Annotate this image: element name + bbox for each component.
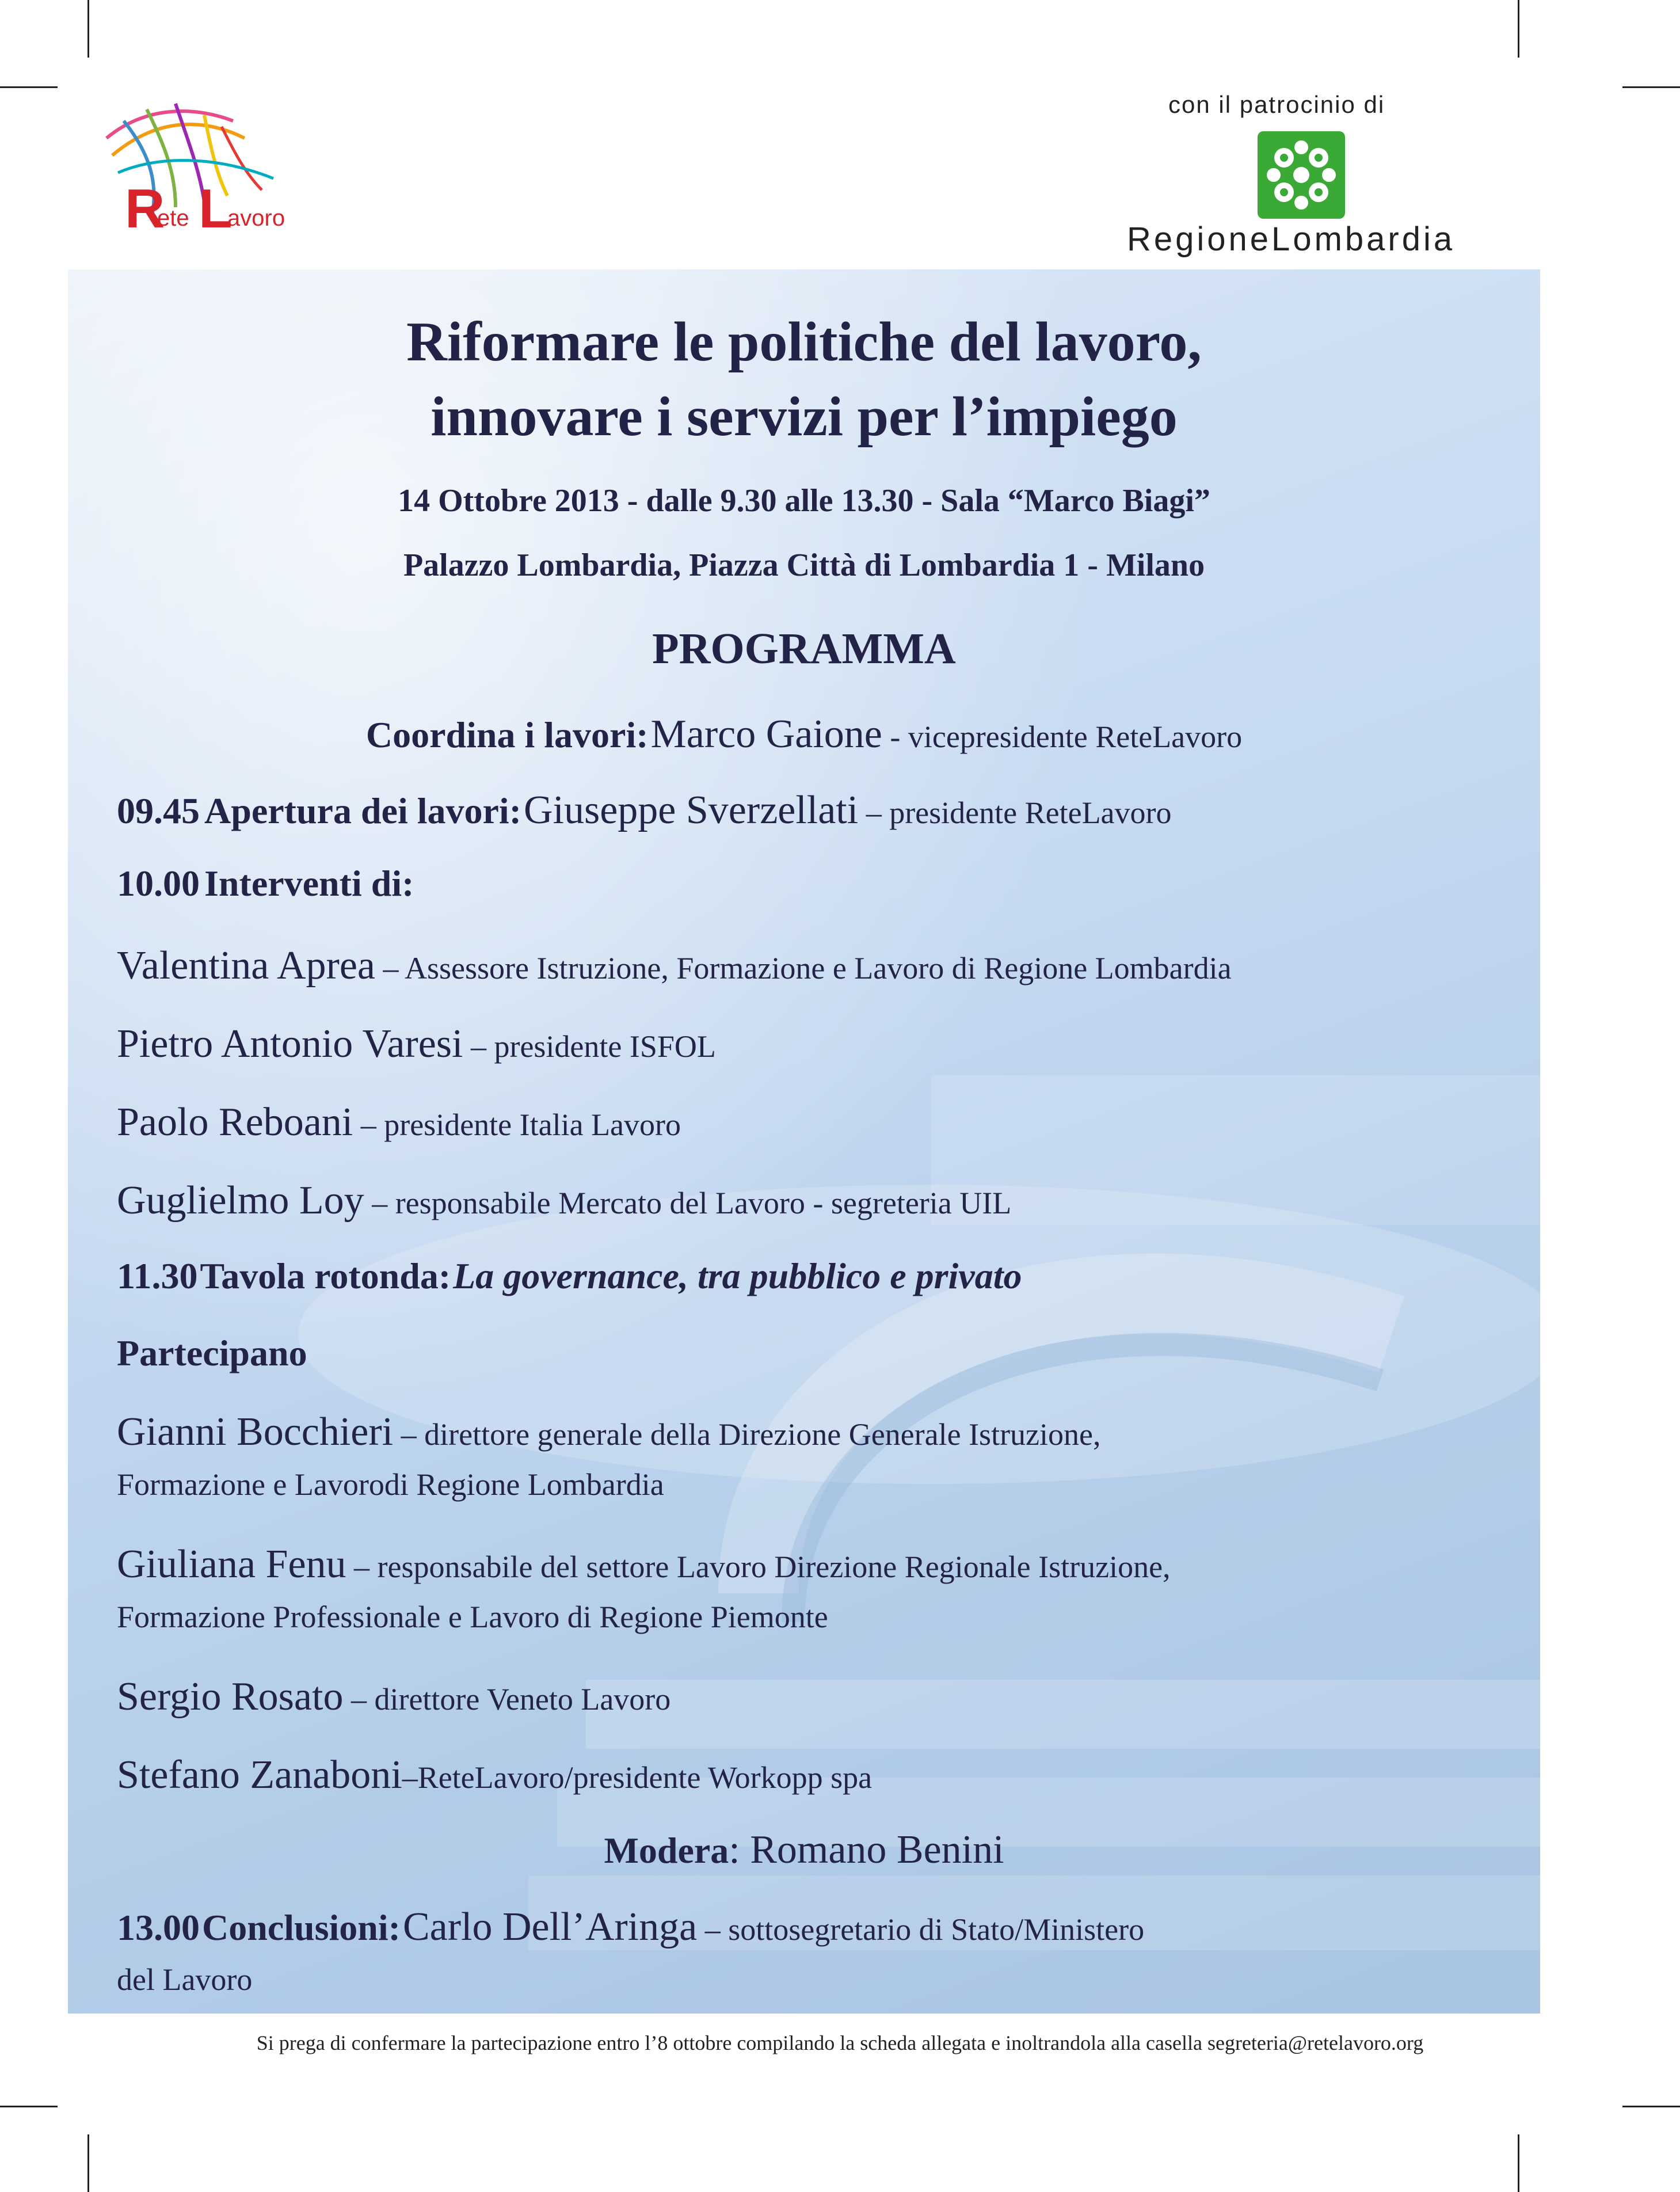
sponsor-name: RegioneLombardia — [1127, 220, 1456, 258]
crop-mark — [1518, 0, 1519, 58]
svg-text:R: R — [125, 178, 165, 236]
crop-mark — [1518, 2134, 1519, 2192]
participant-role: –ReteLavoro/presidente Workopp spa — [402, 1760, 873, 1795]
interventions-label: Interventi di: — [204, 863, 414, 904]
patronage-label: con il patrocinio di — [1168, 91, 1385, 118]
conclusion-role-continued — [117, 1962, 252, 1997]
participant-role-continued — [117, 1599, 828, 1635]
conclusion-role: del Lavoro — [117, 1962, 253, 1997]
conclusion-time: 13.00 — [117, 1907, 200, 1948]
conclusion-line — [117, 1904, 1144, 1950]
svg-text:ete: ete — [157, 205, 189, 231]
rsvp-note: Si prega di confermare la partecipazione entro l’8 ottobre compilando la scheda allegata e inoltrandola alla casella segreteria@retelavoro.org — [256, 2031, 1424, 2054]
opening-name: Giuseppe Sverzellati — [524, 788, 859, 832]
event-venue: Palazzo Lombardia, Piazza Città di Lombardia 1 - Milano — [403, 547, 1205, 583]
moderator-name: : Romano Benini — [729, 1828, 1004, 1872]
participant-item — [117, 1752, 872, 1798]
participant-name: Giuliana Fenu — [117, 1542, 346, 1586]
opening-role: – presidente ReteLavoro — [858, 796, 1172, 830]
rosa-camuna-icon — [1258, 131, 1345, 219]
conclusion-role: – sottosegretario di Stato/Ministero — [697, 1912, 1145, 1947]
participant-item — [117, 1542, 1171, 1588]
participant-item — [117, 1674, 671, 1720]
crop-mark — [87, 2134, 89, 2192]
speaker-item — [117, 943, 1232, 989]
speaker-role: – Assessore Istruzione, Formazione e Lavoro di Regione Lombardia — [375, 951, 1232, 985]
participant-role: Formazione Professionale e Lavoro di Regione Piemonte — [117, 1600, 828, 1634]
speaker-role: – responsabile Mercato del Lavoro - segreteria UIL — [364, 1186, 1012, 1220]
participant-role: – direttore generale della Direzione Generale Istruzione, — [393, 1417, 1101, 1452]
speaker-role: – presidente ISFOL — [463, 1029, 716, 1064]
moderator-line — [68, 1827, 1540, 1873]
crop-mark — [87, 0, 89, 58]
moderator-label: Modera — [604, 1830, 729, 1871]
crop-mark — [0, 86, 58, 88]
speaker-name: Valentina Aprea — [117, 943, 375, 988]
opening-time: 09.45 — [117, 790, 200, 831]
event-date: 14 Ottobre 2013 - dalle 9.30 alle 13.30 - Sala “Marco Biagi” — [398, 483, 1210, 519]
interventions-time: 10.00 — [117, 863, 200, 904]
speaker-item — [117, 1178, 1011, 1224]
participant-role: Formazione e Lavorodi Regione Lombardia — [117, 1467, 664, 1502]
coordinator-line — [68, 711, 1540, 758]
participant-name: Sergio Rosato — [117, 1675, 344, 1719]
participant-name: Gianni Bocchieri — [117, 1410, 394, 1454]
crop-mark — [0, 2106, 58, 2107]
speaker-item — [117, 1021, 716, 1067]
participants-heading — [117, 1332, 307, 1375]
coordinator-role: - vicepresidente ReteLavoro — [882, 720, 1243, 754]
conclusion-label: Conclusioni: — [202, 1907, 401, 1948]
speaker-name: Guglielmo Loy — [117, 1178, 364, 1223]
conclusion-name: Carlo Dell’Aringa — [402, 1905, 698, 1949]
crop-mark — [1622, 86, 1680, 88]
roundtable-title: La governance, tra pubblico e privato — [453, 1255, 1022, 1296]
speaker-name: Pietro Antonio Varesi — [117, 1022, 463, 1066]
roundtable-time: 11.30 — [117, 1255, 198, 1296]
roundtable-line — [117, 1255, 1022, 1297]
program-heading: PROGRAMMA — [652, 625, 956, 673]
participant-role-continued — [117, 1467, 664, 1502]
coordinator-name: Marco Gaione — [650, 712, 882, 756]
participant-item — [117, 1409, 1101, 1455]
opening-label: Apertura dei lavori: — [204, 790, 521, 831]
speaker-name: Paolo Reboani — [117, 1100, 353, 1144]
participant-role: – direttore Veneto Lavoro — [343, 1682, 671, 1717]
interventions-line — [117, 862, 414, 905]
coordinator-label: Coordina i lavori: — [365, 714, 649, 755]
retelavoro-logo — [89, 86, 308, 236]
participants-label: Partecipano — [117, 1333, 307, 1373]
event-title: innovare i servizi per l’impiego — [431, 386, 1178, 448]
participant-name: Stefano Zanaboni — [117, 1753, 402, 1797]
opening-line — [117, 787, 1172, 834]
roundtable-label: Tavola rotonda: — [200, 1255, 451, 1296]
program-panel — [68, 269, 1540, 2014]
event-title: Riformare le politiche del lavoro, — [406, 311, 1202, 373]
svg-text:L: L — [199, 178, 233, 236]
svg-text:avoro: avoro — [227, 205, 285, 231]
crop-mark — [1622, 2106, 1680, 2107]
speaker-role: – presidente Italia Lavoro — [353, 1108, 681, 1142]
speaker-item — [117, 1099, 681, 1146]
participant-role: – responsabile del settore Lavoro Direzione Regionale Istruzione, — [346, 1550, 1171, 1584]
